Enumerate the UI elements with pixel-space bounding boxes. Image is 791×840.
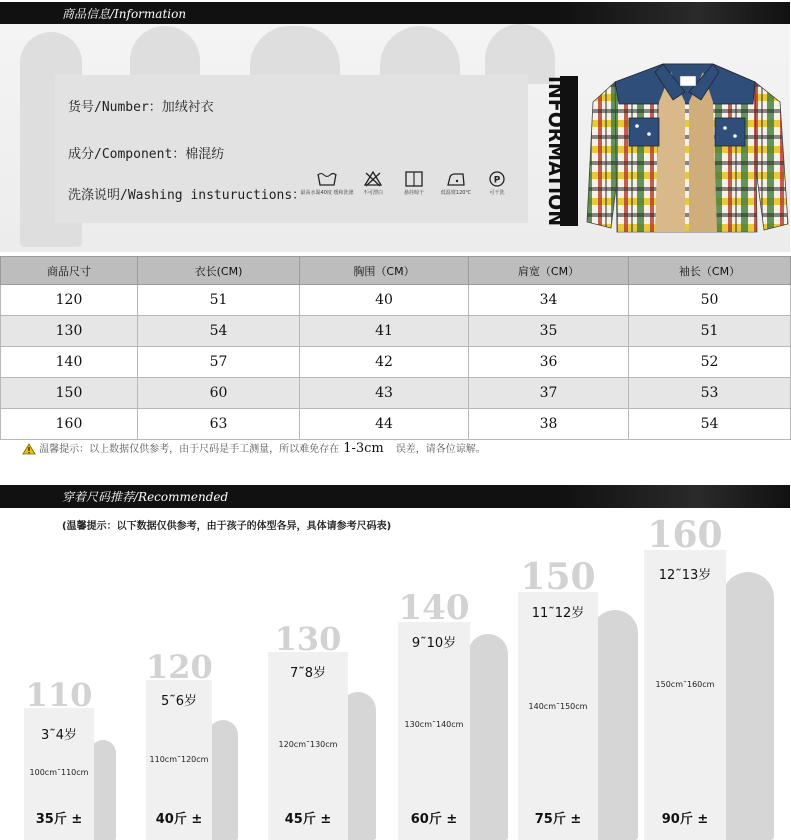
child-silhouette: [468, 634, 508, 840]
column-header: 袖长（CM）: [629, 257, 791, 285]
table-cell: 160: [1, 409, 138, 440]
table-cell: 42: [300, 347, 469, 378]
weight-label: 75斤 ±: [534, 812, 582, 827]
table-cell: 53: [629, 378, 791, 409]
background-silhouette: [250, 26, 340, 81]
size-column-120: [146, 648, 213, 840]
size-number: 140: [398, 588, 470, 628]
table-cell: 51: [629, 316, 791, 347]
recommended-header-bar: [0, 485, 790, 509]
table-cell: 60: [138, 378, 300, 409]
care-item: [466, 170, 528, 197]
notice-text-end: 误差，请各位谅解。: [395, 444, 486, 455]
iron-120-icon: [445, 170, 467, 188]
care-label: 可干洗: [489, 190, 505, 196]
age-label: 7˜8岁: [289, 666, 327, 681]
weight-label: 35斤 ±: [35, 812, 83, 827]
notice-text: 温馨提示：以上数据仅供参考，由于尺码是手工测量，所以难免存在: [39, 444, 340, 455]
age-label: 9˜10岁: [411, 636, 457, 651]
height-range: 120cm˜130cm: [278, 740, 338, 749]
table-header-row: [1, 257, 791, 285]
size-column-160: [644, 514, 726, 840]
dry-clean-p-icon: [487, 170, 507, 188]
table-cell: 150: [1, 378, 138, 409]
care-label: 低温熨120℃: [440, 190, 472, 196]
notice-range: 1-3cm: [343, 441, 384, 456]
table-cell: 34: [469, 285, 629, 316]
table-cell: 140: [1, 347, 138, 378]
height-range: 130cm˜140cm: [404, 720, 464, 729]
table-cell: 40: [300, 285, 469, 316]
washing-instructions-label: 洗涤说明/Washing instuructions：: [68, 188, 306, 203]
table-cell: 52: [629, 347, 791, 378]
size-number: 110: [25, 676, 93, 714]
child-silhouette: [208, 720, 238, 840]
table-row: [1, 316, 791, 347]
size-column-150: [518, 556, 598, 840]
wash-40-icon: [316, 170, 338, 188]
table-cell: 54: [629, 409, 791, 440]
table-cell: 36: [469, 347, 629, 378]
care-label: 悬挂晾干: [403, 190, 424, 196]
table-cell: 57: [138, 347, 300, 378]
table-cell: 38: [469, 409, 629, 440]
weight-label: 40斤 ±: [155, 812, 203, 827]
hang-dry-icon: [404, 170, 424, 188]
age-label: 12˜13岁: [658, 568, 712, 583]
weight-label: 45斤 ±: [284, 812, 332, 827]
size-table: [0, 256, 791, 440]
header-decoration: [560, 485, 790, 509]
age-label: 3˜4岁: [40, 728, 78, 743]
recommended-note: (温馨提示：以下数据仅供参考，由于孩子的体型各异，具体请参考尺码表): [62, 521, 392, 532]
height-range: 150cm˜160cm: [655, 680, 715, 689]
info-header-bar: [0, 2, 790, 26]
product-component: 成分/Component：棉混纺: [68, 147, 225, 162]
weight-label: 90斤 ±: [661, 812, 709, 827]
table-cell: 120: [1, 285, 138, 316]
measurement-notice: [22, 440, 486, 456]
child-silhouette: [592, 610, 638, 840]
information-vertical-title: [530, 76, 568, 235]
column-header: 肩宽（CM）: [469, 257, 629, 285]
table-cell: 43: [300, 378, 469, 409]
table-cell: 63: [138, 409, 300, 440]
information-black-strip: [560, 76, 578, 226]
height-range: 110cm˜120cm: [149, 755, 209, 764]
table-row: [1, 378, 791, 409]
size-column-130: [268, 620, 348, 840]
table-cell: 130: [1, 316, 138, 347]
size-number: 120: [146, 648, 213, 686]
care-label: 最高水温40度 缓和洗涤: [300, 190, 354, 196]
table-cell: 51: [138, 285, 300, 316]
age-label: 5˜6岁: [160, 694, 198, 709]
column-header: 胸围（CM）: [300, 257, 469, 285]
size-column-110: [24, 676, 94, 840]
table-cell: 54: [138, 316, 300, 347]
table-cell: 35: [469, 316, 629, 347]
age-label: 11˜12岁: [531, 606, 585, 621]
no-bleach-icon: [363, 170, 383, 188]
table-cell: 44: [300, 409, 469, 440]
child-silhouette: [722, 572, 774, 840]
size-number: 160: [647, 514, 723, 556]
warning-icon: [22, 443, 36, 455]
information-vertical-text: INFORMATION: [544, 76, 568, 235]
info-header-title: 商品信息/Information: [62, 7, 187, 21]
header-decoration: [560, 2, 790, 26]
table-row: [1, 409, 791, 440]
table-cell: 50: [629, 285, 791, 316]
table-row: [1, 285, 791, 316]
height-range: 100cm˜110cm: [29, 768, 89, 777]
table-cell: 41: [300, 316, 469, 347]
care-label: 不可漂白: [362, 190, 383, 196]
svg-text:P: P: [493, 175, 501, 186]
recommended-header-title: 穿着尺码推荐/Recommended: [62, 490, 229, 504]
table-cell: 37: [469, 378, 629, 409]
column-header: 商品尺寸: [1, 257, 138, 285]
size-number: 150: [520, 556, 596, 598]
product-number: 货号/Number：加绒衬衣: [68, 100, 214, 115]
size-number: 130: [274, 620, 342, 658]
table-row: [1, 347, 791, 378]
column-header: 衣长(CM): [138, 257, 300, 285]
size-column-140: [398, 588, 470, 840]
plaid-shirt-image: [585, 42, 790, 242]
weight-label: 60斤 ±: [410, 812, 458, 827]
height-range: 140cm˜150cm: [528, 702, 588, 711]
